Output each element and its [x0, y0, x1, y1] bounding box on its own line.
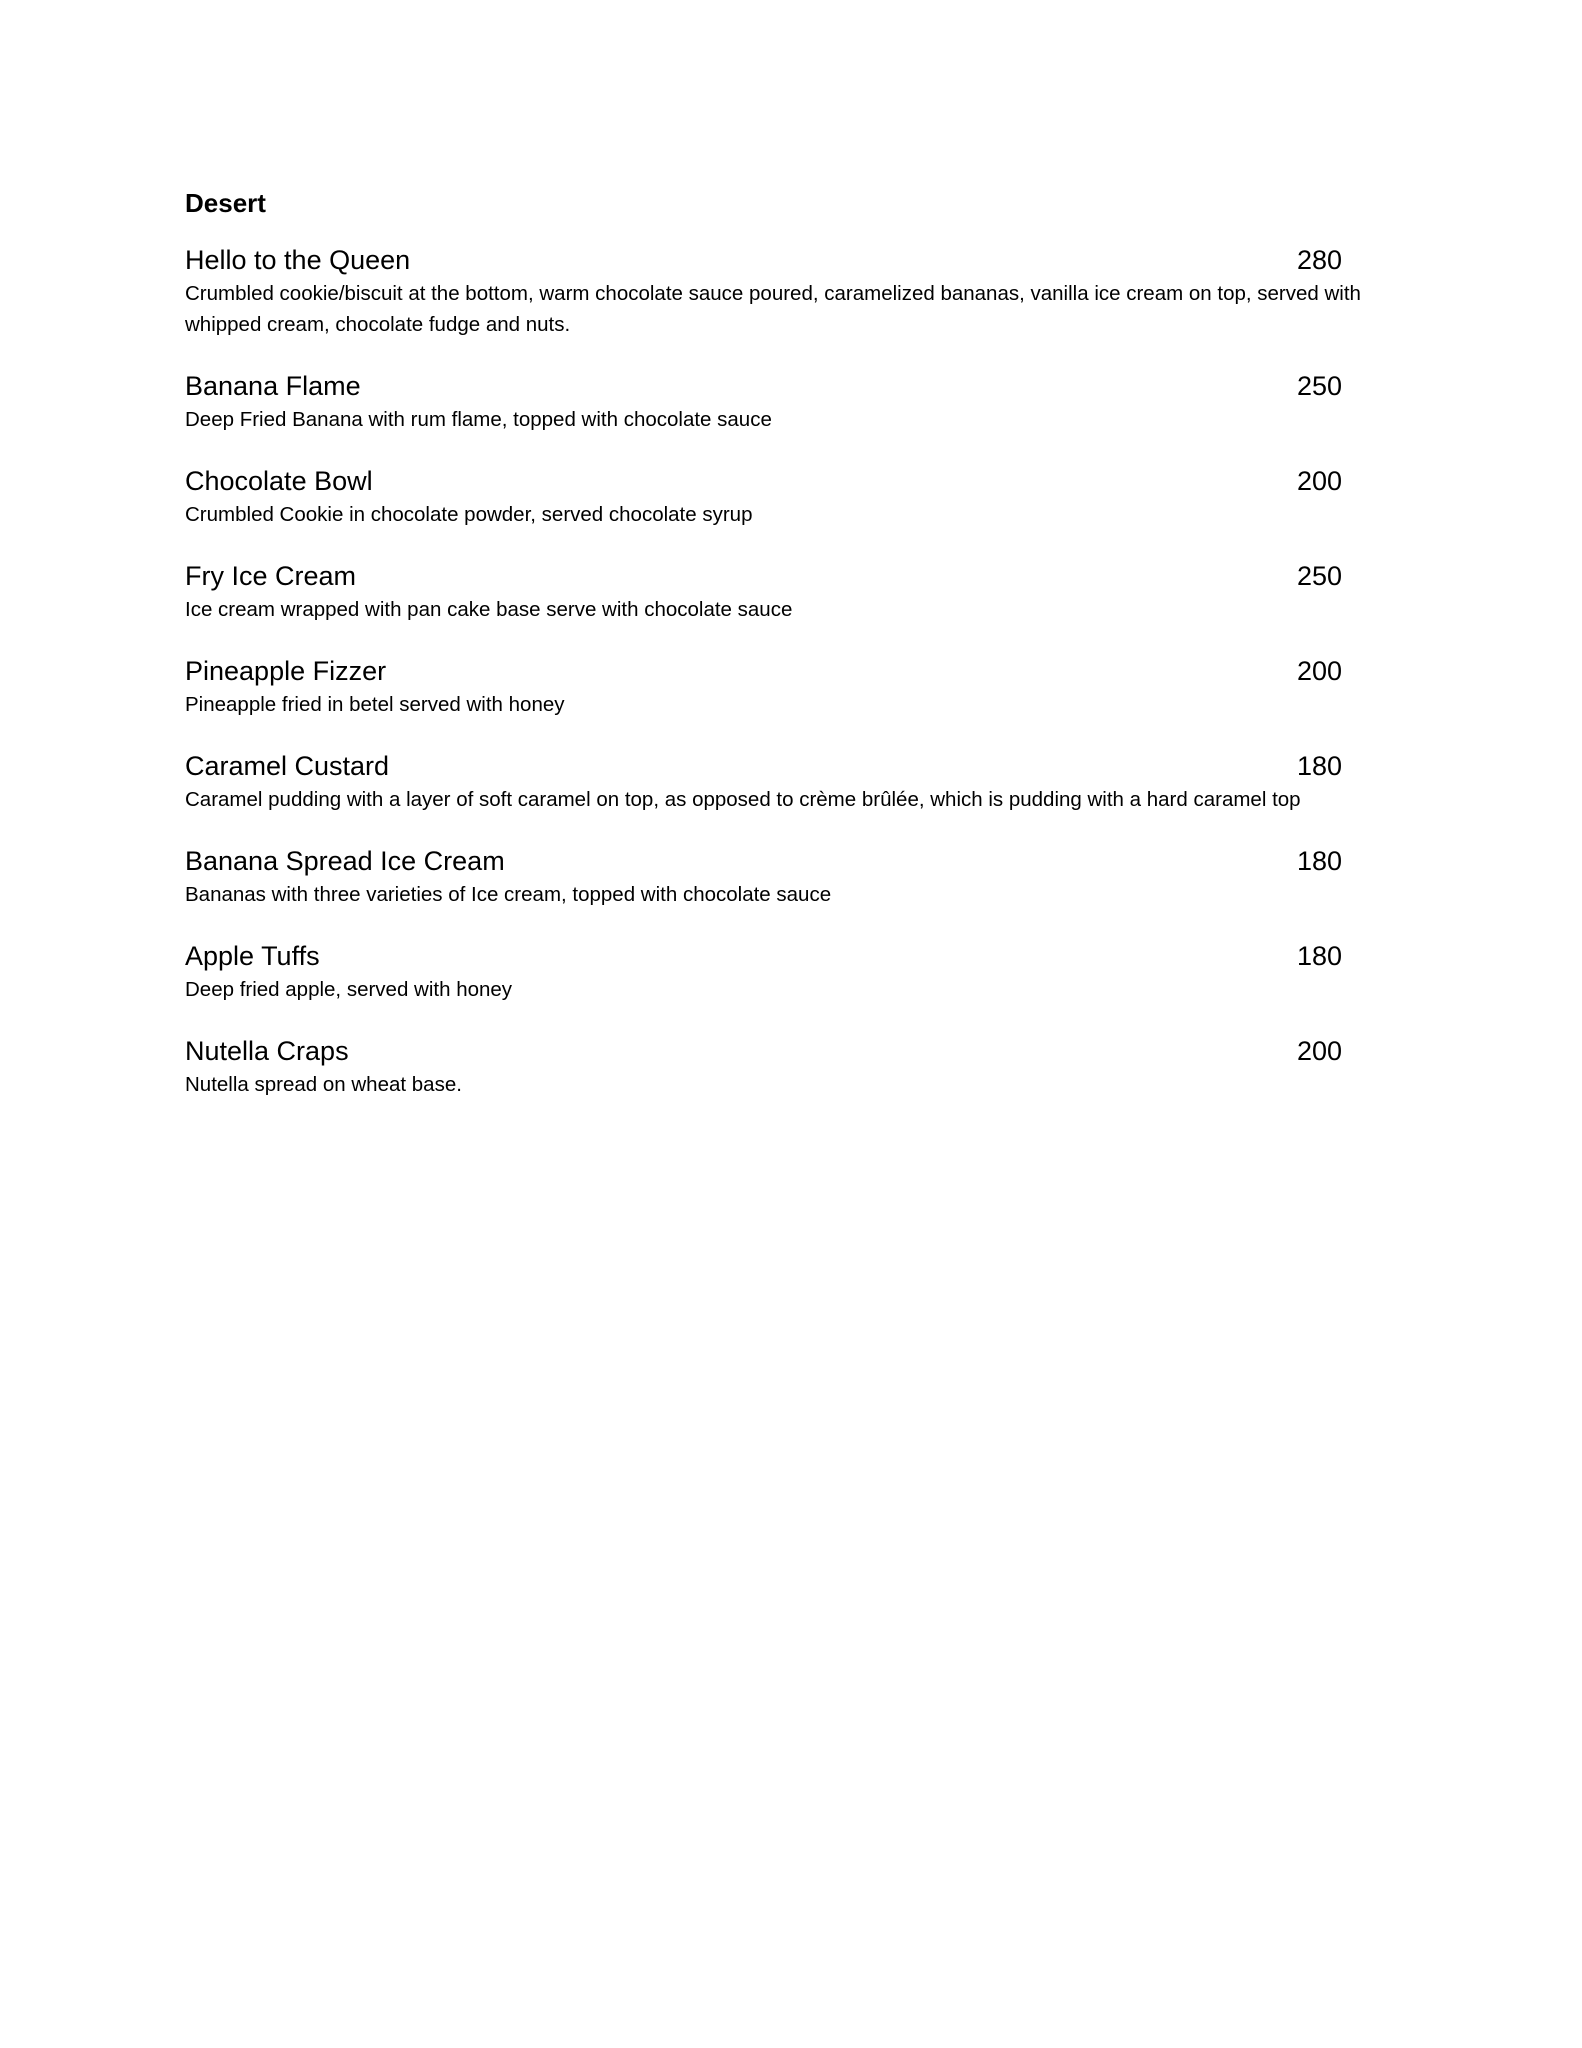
menu-item-header [185, 558, 1375, 594]
menu-item-name: Hello to the Queen [185, 245, 411, 275]
menu-item-header [185, 843, 1375, 879]
menu-item-header [185, 368, 1375, 404]
menu-list [185, 242, 1375, 1100]
menu-item-name: Apple Tuffs [185, 941, 320, 971]
menu-item-description: Crumbled Cookie in chocolate powder, served chocolate syrup [185, 503, 753, 526]
menu-item-description: Deep Fried Banana with rum flame, topped with chocolate sauce [185, 408, 772, 431]
menu-item-description: Crumbled cookie/biscuit at the bottom, warm chocolate sauce poured, caramelized bananas, vanilla ice cream on top, served with whipped cream, chocolate fudge and nuts. [185, 282, 1361, 336]
menu-item-price: 250 [1297, 561, 1343, 591]
menu-item-hello-to-the-queen [185, 242, 1375, 340]
menu-item-description: Bananas with three varieties of Ice cream, topped with chocolate sauce [185, 883, 832, 906]
menu-item-nutella-craps [185, 1033, 1375, 1100]
menu-item-name: Chocolate Bowl [185, 466, 373, 496]
menu-item-description: Ice cream wrapped with pan cake base serve with chocolate sauce [185, 598, 793, 621]
menu-item-header [185, 1033, 1375, 1069]
menu-item-header [185, 938, 1375, 974]
menu-item-name: Caramel Custard [185, 751, 390, 781]
menu-item-chocolate-bowl [185, 463, 1375, 530]
menu-item-apple-tuffs [185, 938, 1375, 1005]
menu-item-name: Fry Ice Cream [185, 561, 357, 591]
menu-item-header [185, 653, 1375, 689]
menu-item-banana-flame [185, 368, 1375, 435]
menu-item-banana-spread-ice-cream [185, 843, 1375, 910]
menu-item-price: 200 [1297, 1036, 1343, 1066]
menu-content [185, 186, 1375, 1128]
menu-item-price: 180 [1297, 846, 1343, 876]
menu-item-name: Banana Spread Ice Cream [185, 846, 505, 876]
menu-item-name: Nutella Craps [185, 1036, 349, 1066]
menu-item-price: 180 [1297, 751, 1343, 781]
section-title: Desert [185, 188, 266, 218]
menu-item-fry-ice-cream [185, 558, 1375, 625]
menu-item-description: Deep fried apple, served with honey [185, 978, 513, 1001]
menu-item-price: 280 [1297, 245, 1343, 275]
menu-item-header [185, 748, 1375, 784]
menu-item-price: 250 [1297, 371, 1343, 401]
menu-item-description: Pineapple fried in betel served with honey [185, 693, 565, 716]
menu-item-header [185, 242, 1375, 278]
menu-item-price: 200 [1297, 656, 1343, 686]
menu-item-header [185, 463, 1375, 499]
menu-item-name: Banana Flame [185, 371, 361, 401]
menu-item-pineapple-fizzer [185, 653, 1375, 720]
menu-item-caramel-custard [185, 748, 1375, 815]
menu-item-price: 200 [1297, 466, 1343, 496]
menu-item-price: 180 [1297, 941, 1343, 971]
menu-item-description: Nutella spread on wheat base. [185, 1073, 462, 1096]
menu-item-name: Pineapple Fizzer [185, 656, 387, 686]
menu-item-description: Caramel pudding with a layer of soft caramel on top, as opposed to crème brûlée, which is pudding with a hard caramel top [185, 788, 1301, 811]
